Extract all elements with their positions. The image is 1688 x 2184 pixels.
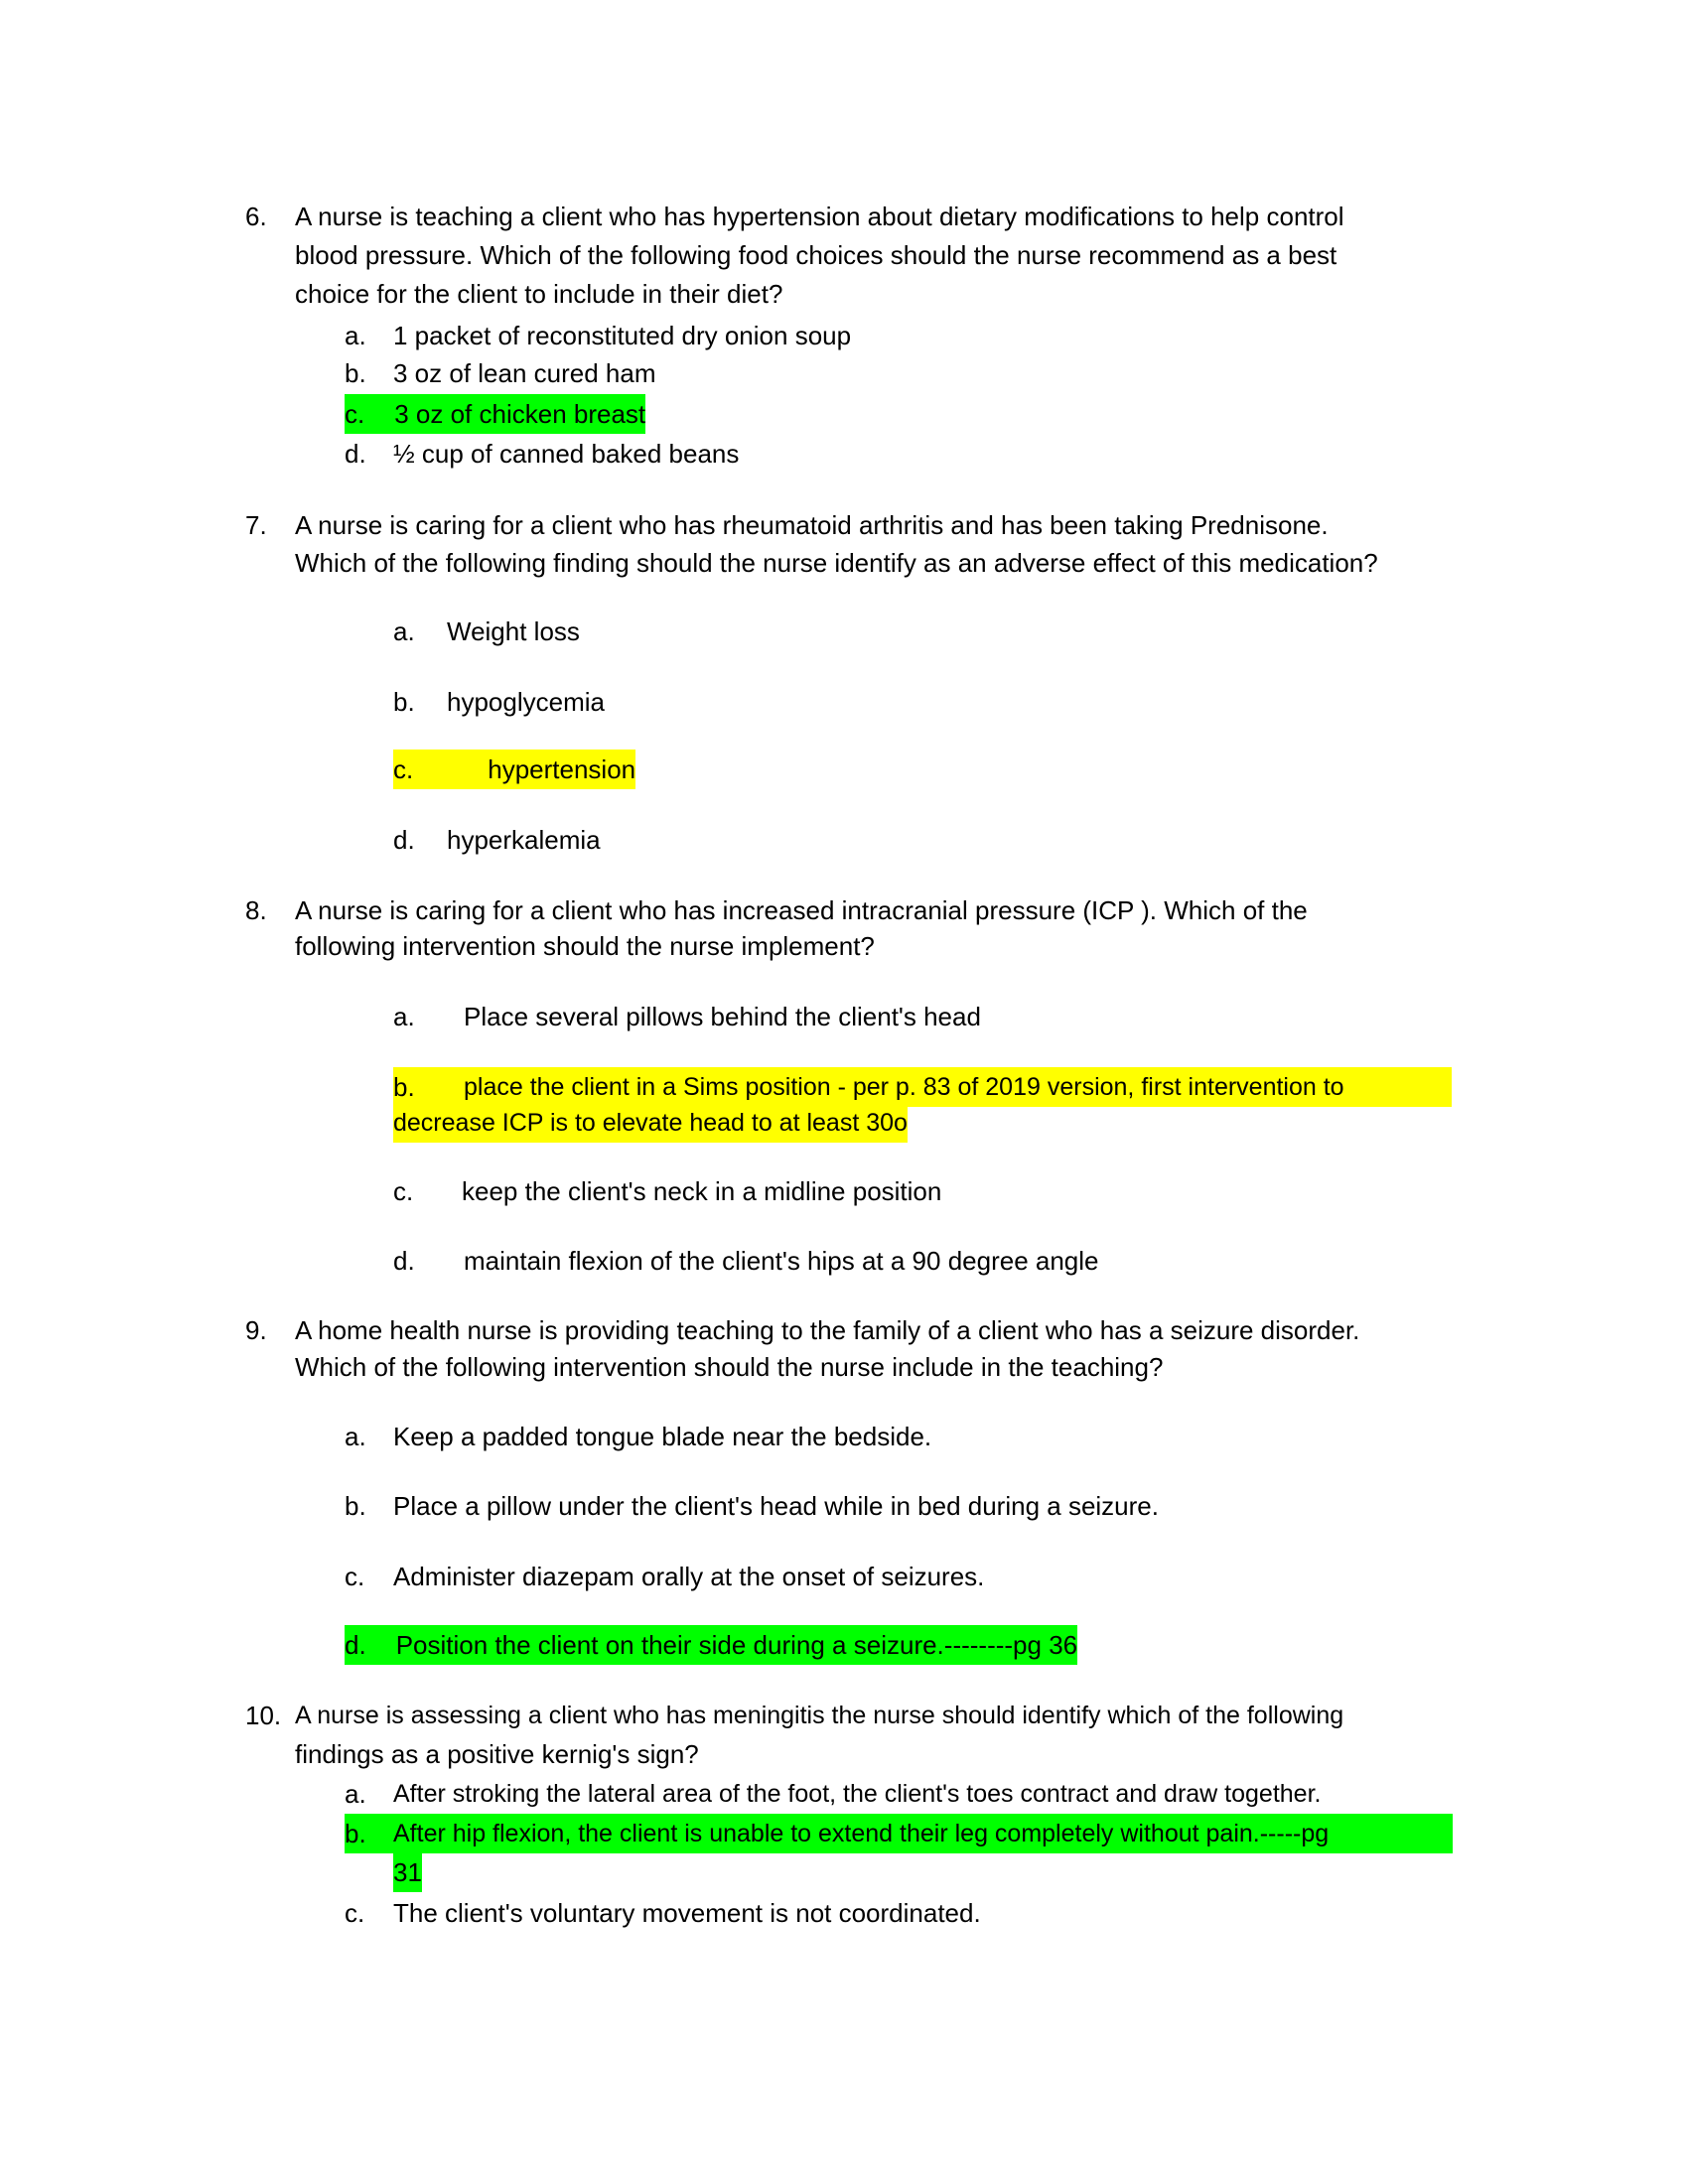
question-stem-line: A home health nurse is providing teaching to the family of a client who has a seizure disorder. [295,1315,1360,1345]
question-stem-line: findings as a positive kernig's sign? [295,1739,699,1769]
option-c-correct [345,394,645,434]
option-a [393,997,981,1036]
question-stem-line: A nurse is assessing a client who has meningitis the nurse should identify which of the following [295,1702,1344,1729]
option-text: After hip flexion, the client is unable to extend their leg completely without pain.-----pg [393,1820,1330,1847]
option-b [345,1486,1159,1526]
option-a [345,1774,1322,1814]
option-c [345,1557,985,1596]
option-letter: b. [345,1819,366,1848]
option-text: After stroking the lateral area of the foot, the client's toes contract and draw together. [393,1780,1322,1808]
option-letter: c. [345,1562,365,1591]
option-text: Place several pillows behind the client's head [464,1002,981,1031]
option-letter: c. [345,1898,365,1928]
option-letter: b. [393,1072,415,1102]
question-number: 9. [245,1315,267,1345]
option-letter: d. [345,439,366,469]
option-text: Position the client on their side during a seizure.--------pg 36 [395,1630,1078,1660]
option-letter: a. [345,1422,366,1451]
question-stem-line: A nurse is caring for a client who has increased intracranial pressure (ICP ). Which of the [295,895,1308,925]
option-text: Weight loss [447,616,580,646]
option-c [393,1171,942,1211]
option-text: 3 oz of chicken breast [394,399,646,429]
question-stem-line: choice for the client to include in their diet? [295,279,783,309]
option-text: 3 oz of lean cured ham [393,358,656,388]
option-text: maintain flexion of the client's hips at a 90 degree angle [464,1246,1099,1276]
option-text: Administer diazepam orally at the onset of seizures. [393,1562,985,1591]
option-d [393,1241,1099,1281]
option-text: place the client in a Sims position - per p. 83 of 2019 version, first intervention to [464,1073,1344,1101]
option-d-correct [345,1625,1077,1665]
option-letter: a. [393,616,415,646]
question-stem-line: A nurse is teaching a client who has hypertension about dietary modifications to help control [295,202,1344,231]
option-text: keep the client's neck in a midline position [462,1176,942,1206]
option-b-continuation: decrease ICP is to elevate head to at least 30o [393,1103,908,1143]
option-text: 1 packet of reconstituted dry onion soup [393,321,852,350]
option-d [345,434,740,474]
option-text: hyperkalemia [447,825,601,855]
option-d [393,820,601,860]
option-text: Keep a padded tongue blade near the bedside. [393,1422,932,1451]
option-b-continuation: 31 [393,1852,422,1892]
option-text: The client's voluntary movement is not coordinated. [393,1898,981,1928]
option-a [345,1417,932,1456]
question-stem-line: Which of the following intervention should the nurse include in the teaching? [295,1352,1164,1382]
question-stem-line: following intervention should the nurse implement? [295,931,875,961]
option-b [393,682,605,722]
option-text: hypoglycemia [447,687,605,717]
option-letter: c. [393,754,414,784]
question-number: 8. [245,895,267,925]
question-number: 7. [245,510,267,540]
question-stem-line: A nurse is caring for a client who has rheumatoid arthritis and has been taking Prednisone. [295,510,1329,540]
option-letter: b. [345,1491,366,1521]
option-letter: b. [345,358,366,388]
question-stem-line: Which of the following finding should the nurse identify as an adverse effect of this medication? [295,548,1378,578]
option-a [345,316,852,355]
option-b-correct [345,1814,1453,1853]
option-text: Place a pillow under the client's head while in bed during a seizure. [393,1491,1159,1521]
option-c [345,1893,981,1933]
option-letter: a. [345,321,366,350]
option-letter: c. [393,1176,414,1206]
option-letter: d. [345,1630,366,1660]
option-a [393,612,580,651]
option-letter: d. [393,1246,415,1276]
option-letter: c. [345,399,365,429]
option-letter: b. [393,687,415,717]
question-number: 10. [245,1701,282,1730]
question-number: 6. [245,202,267,231]
option-letter: d. [393,825,415,855]
option-c-highlighted [393,750,635,789]
option-letter: a. [345,1779,366,1809]
question-stem-line: blood pressure. Which of the following food choices should the nurse recommend as a best [295,240,1337,270]
option-text: hypertension [488,754,636,784]
option-b [345,353,656,393]
option-b-highlighted [393,1067,1452,1107]
option-letter: a. [393,1002,415,1031]
option-text: ½ cup of canned baked beans [393,439,740,469]
